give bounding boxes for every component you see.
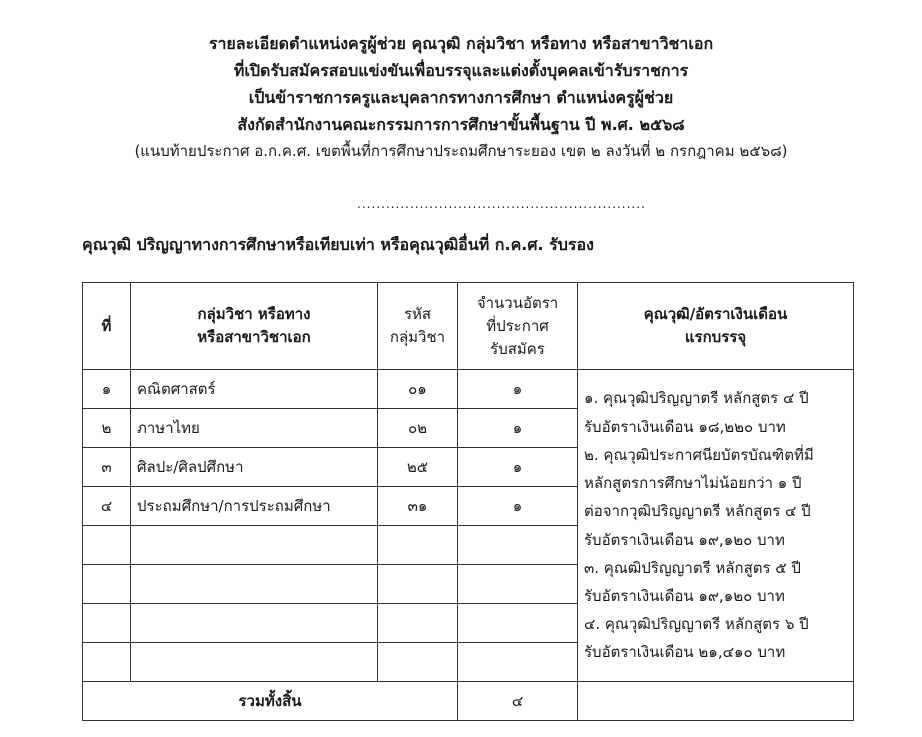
- row-subject: [131, 565, 378, 604]
- qualification-line: ๓. คุณฒิปริญญาตรี หลักสูตร ๕ ปี: [584, 558, 801, 577]
- row-number: [83, 643, 131, 682]
- header-line-2: ที่เปิดรับสมัครสอบแข่งขันเพื่อบรรจุและแต่งตั้งบุคคลเข้ารับราชการ: [233, 61, 689, 80]
- row-count: ๑: [458, 409, 578, 448]
- qualification-line: ๑. คุณวุฒิปริญญาตรี หลักสูตร ๔ ปี: [584, 389, 809, 408]
- row-number: [83, 604, 131, 643]
- header-code-line-2: กลุ่มวิชา: [389, 328, 446, 346]
- row-count: [458, 526, 578, 565]
- row-count: ๑: [458, 487, 578, 526]
- header-qualification-line-2: แรกบรรจุ: [684, 328, 747, 346]
- row-code: ๐๑: [378, 370, 458, 409]
- header-no: ที่: [83, 283, 131, 370]
- table-row: [83, 370, 854, 409]
- total-label: รวมทั้งสิ้น: [83, 682, 458, 721]
- row-number: ๔: [83, 487, 131, 526]
- total-empty-cell: [578, 682, 854, 721]
- qualification-line: หลักสูตรการศึกษาไม่น้อยกว่า ๑ ปี: [584, 474, 802, 493]
- qualification-line: ต่อจากวุฒิปริญญาตรี หลักสูตร ๔ ปี: [584, 502, 811, 521]
- header-count: [458, 283, 578, 370]
- table-header-row: [83, 283, 854, 370]
- row-subject: ประถมศึกษา/การประถมศึกษา: [131, 487, 378, 526]
- qualification-heading: คุณวุฒิ ปริญญาทางการศึกษาหรือเทียบเท่า หรือคุณวุฒิอื่นที่ ก.ค.ศ. รับรอง: [82, 235, 594, 254]
- row-subject: [131, 526, 378, 565]
- total-count: ๔: [458, 682, 578, 721]
- header-line-4: สังกัดสำนักงานคณะกรรมการการศึกษาขั้นพื้นฐาน ปี พ.ศ. ๒๕๖๘: [237, 115, 685, 134]
- header-count-line-2: ที่ประกาศ: [486, 316, 549, 335]
- row-count: [458, 643, 578, 682]
- header-subject-line-1: กลุ่มวิชา หรือทาง: [197, 305, 311, 323]
- row-subject: [131, 643, 378, 682]
- row-code: [378, 526, 458, 565]
- row-code: [378, 565, 458, 604]
- qualification-line: ๔. คุณวุฒิปริญญาตรี หลักสูตร ๖ ปี: [584, 615, 809, 634]
- header-qualification-line-1: คุณวุฒิ/อัตราเงินเดือน: [643, 305, 788, 323]
- row-code: [378, 643, 458, 682]
- row-count: [458, 565, 578, 604]
- qualification-line: รับอัตราเงินเดือน ๑๘,๒๒๐ บาท: [584, 417, 786, 436]
- row-subject: คณิตศาสตร์: [131, 370, 378, 409]
- row-subject: ศิลปะ/ศิลปศึกษา: [131, 448, 378, 487]
- row-count: ๑: [458, 370, 578, 409]
- row-count: ๑: [458, 448, 578, 487]
- qualification-cell: [578, 370, 854, 682]
- header-subject: [131, 283, 378, 370]
- row-subject: [131, 604, 378, 643]
- header-line-3: เป็นข้าราชการครูและบุคลากรทางการศึกษา ตำแหน่งครูผู้ช่วย: [248, 88, 674, 107]
- header-line-5: (แนบท้ายประกาศ อ.ก.ค.ศ. เขตพื้นที่การศึกษาประถมศึกษาระยอง เขต ๒ ลงวันที่ ๒ กรกฎาคม ๒๕๖๘): [134, 142, 788, 160]
- header-code: [378, 283, 458, 370]
- row-subject: ภาษาไทย: [131, 409, 378, 448]
- row-code: [378, 604, 458, 643]
- positions-table: [82, 282, 854, 721]
- header-count-line-3: รับสมัคร: [490, 339, 545, 358]
- qualification-line: รับอัตราเงินเดือน ๑๙,๑๒๐ บาท: [584, 530, 785, 549]
- row-number: [83, 565, 131, 604]
- qualification-line: ๒. คุณวุฒิประกาศนียบัตรบัณฑิตที่มี: [584, 445, 814, 464]
- row-number: ๓: [83, 448, 131, 487]
- document-header: [60, 30, 862, 165]
- row-number: ๑: [83, 370, 131, 409]
- header-code-line-1: รหัส: [403, 305, 432, 323]
- header-subject-line-2: หรือสาขาวิชาเอก: [197, 328, 311, 346]
- total-row: [83, 682, 854, 721]
- row-count: [458, 604, 578, 643]
- header-count-line-1: จำนวนอัตรา: [476, 293, 559, 312]
- row-number: [83, 526, 131, 565]
- row-code: ๐๒: [378, 409, 458, 448]
- row-code: ๒๕: [378, 448, 458, 487]
- row-code: ๓๑: [378, 487, 458, 526]
- qualification-line: รับอัตราเงินเดือน ๒๑,๔๑๐ บาท: [584, 643, 786, 662]
- header-qualification: [578, 283, 854, 370]
- qualification-line: รับอัตราเงินเดือน ๑๙,๑๒๐ บาท: [584, 586, 785, 605]
- dotted-separator: ............................................................: [357, 197, 646, 211]
- row-number: ๒: [83, 409, 131, 448]
- header-line-1: รายละเอียดตำแหน่งครูผู้ช่วย คุณวุฒิ กลุ่มวิชา หรือทาง หรือสาขาวิชาเอก: [208, 34, 714, 53]
